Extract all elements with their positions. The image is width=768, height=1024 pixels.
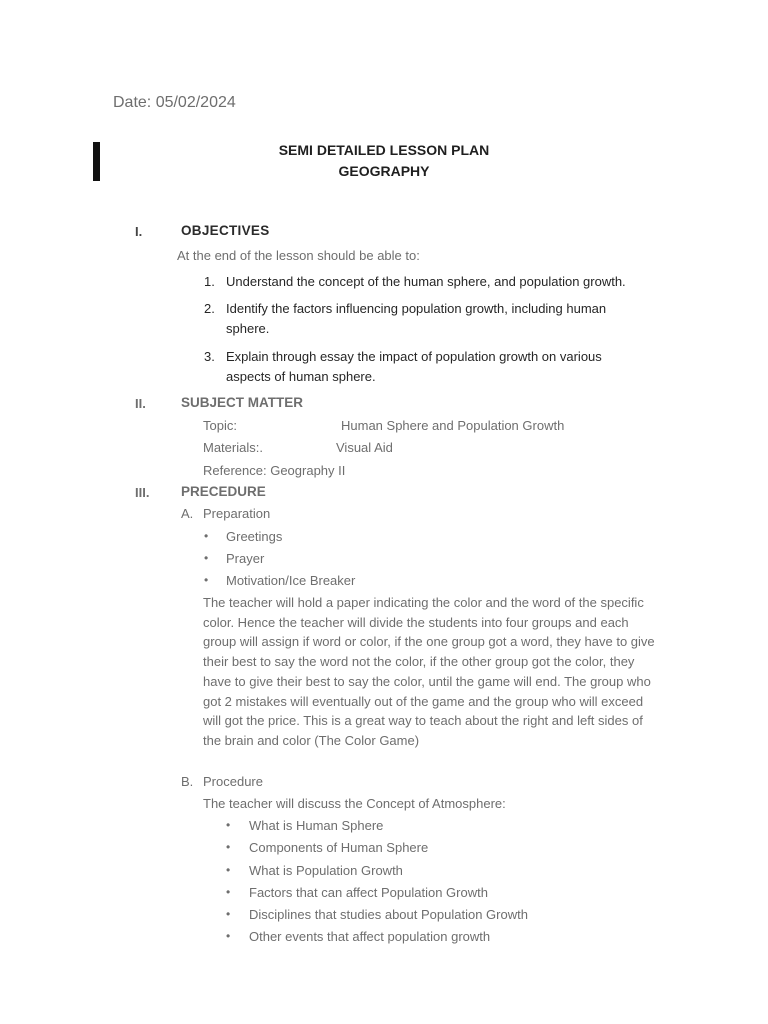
materials-label: Materials:. <box>203 440 263 455</box>
preparation-letter: A. <box>181 506 194 521</box>
preparation-paragraph: The teacher will hold a paper indicating the color and the word of the specific color. Hence the teacher will divide the students into four groups and each group will assign if word or color, if the one group got a word, they have to give their best to say the word not the color, if the other group got the color, they have to give their best to say the color, until the game will end. The group who got 2 mistakes will eventually out of the game and the group who will exceed will got the price. This is a great way to teach about the right and left sides of the brain and color (The Color Game) <box>203 595 655 748</box>
list-item: Prayer <box>226 551 265 566</box>
objective-number: 2. <box>204 301 215 316</box>
objectives-heading: OBJECTIVES <box>181 223 270 238</box>
list-item: Factors that can affect Population Growth <box>249 885 488 900</box>
objective-item: Understand the concept of the human sphere, and population growth. <box>226 274 626 289</box>
objective-item: Explain through essay the impact of population growth on various aspects of human sphere. <box>226 349 602 384</box>
bullet-icon: • <box>226 818 231 832</box>
bullet-icon: • <box>204 573 209 587</box>
list-item: Disciplines that studies about Population Growth <box>249 907 528 922</box>
bullet-icon: • <box>226 929 231 943</box>
materials-value: Visual Aid <box>336 440 393 455</box>
list-item: Other events that affect population growth <box>249 929 491 944</box>
procedure-heading: PRECEDURE <box>181 484 266 499</box>
objective-number: 3. <box>204 349 215 364</box>
document-subtitle: GEOGRAPHY <box>338 163 430 179</box>
bullet-icon: • <box>226 885 231 899</box>
subject-matter-heading: SUBJECT MATTER <box>181 395 304 410</box>
section-numeral-objectives: I. <box>135 224 143 239</box>
procedure-b-label: Procedure <box>203 774 263 789</box>
topic-value: Human Sphere and Population Growth <box>341 418 565 433</box>
objectives-intro: At the end of the lesson should be able to: <box>177 248 420 263</box>
document-title: SEMI DETAILED LESSON PLAN <box>278 142 490 158</box>
lesson-date: Date: 05/02/2024 <box>113 94 236 111</box>
list-item: Components of Human Sphere <box>249 840 429 855</box>
bullet-icon: • <box>204 551 209 565</box>
preparation-label: Preparation <box>203 506 271 521</box>
procedure-b-letter: B. <box>181 774 194 789</box>
bullet-icon: • <box>226 863 231 877</box>
section-numeral-subject-matter: II. <box>135 396 146 411</box>
objective-item: Identify the factors influencing population growth, including human sphere. <box>226 301 607 336</box>
list-item: What is Population Growth <box>249 863 403 878</box>
list-item: Motivation/Ice Breaker <box>226 573 356 588</box>
procedure-b-intro: The teacher will discuss the Concept of Atmosphere: <box>203 796 506 811</box>
list-item: What is Human Sphere <box>249 818 384 833</box>
reference: Reference: Geography II <box>203 463 346 478</box>
section-numeral-procedure: III. <box>135 485 150 500</box>
topic-label: Topic: <box>203 418 237 433</box>
bullet-icon: • <box>226 840 231 854</box>
list-item: Greetings <box>226 529 283 544</box>
bullet-icon: • <box>204 529 209 543</box>
bullet-icon: • <box>226 907 231 921</box>
objective-number: 1. <box>204 274 215 289</box>
